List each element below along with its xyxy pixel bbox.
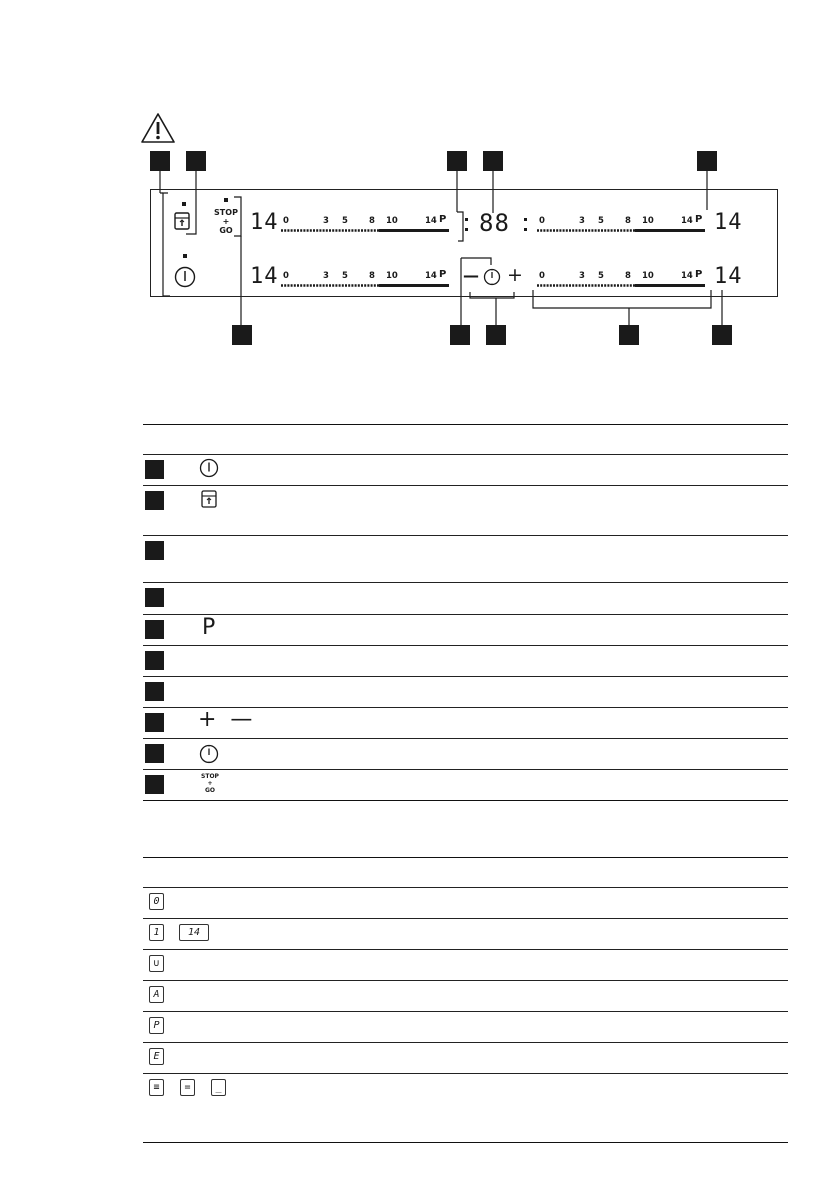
table1-rule <box>143 614 788 615</box>
stop-go-symbol <box>199 773 221 794</box>
plus-label: + <box>222 217 230 226</box>
level-0: 0 <box>283 216 289 226</box>
table-row-marker <box>145 620 164 639</box>
lock-icon <box>201 490 217 508</box>
power-slider-front-left[interactable] <box>279 214 455 234</box>
power-indicator-led <box>183 254 187 258</box>
table-row-marker <box>145 744 164 763</box>
slider-track <box>279 228 455 233</box>
timer-minus-button[interactable]: — <box>463 266 479 285</box>
table1-rule <box>143 582 788 583</box>
power-slider-rear-right[interactable] <box>535 269 711 289</box>
table1-rule <box>143 676 788 677</box>
go-label: GO <box>219 226 233 235</box>
plus-minus-symbol: + — <box>198 707 253 732</box>
level-3: 3 <box>579 216 585 226</box>
stop-label: STOP <box>214 208 238 217</box>
table2-rule <box>143 1042 788 1043</box>
table-row-marker <box>145 491 164 510</box>
zone-display-rear-left: 14 <box>250 264 279 289</box>
power-slider-front-right[interactable] <box>535 214 711 234</box>
table2-rule <box>143 949 788 950</box>
timer-icon[interactable] <box>483 268 501 286</box>
timer-display: 88 <box>479 209 510 237</box>
plus-label: + <box>207 780 213 787</box>
table-row-marker <box>145 588 164 607</box>
level-3: 3 <box>323 216 329 226</box>
leader-lines <box>0 0 840 360</box>
table-row-marker <box>145 775 164 794</box>
timer-plus-button[interactable]: + <box>507 264 523 286</box>
level-10: 10 <box>386 271 398 281</box>
slider-track <box>279 283 455 288</box>
level-10: 10 <box>386 216 398 226</box>
level-10: 10 <box>642 271 654 281</box>
level-0: 0 <box>539 271 545 281</box>
table-row-marker <box>145 713 164 732</box>
zone-display-front-right: 14 <box>714 210 743 235</box>
display-symbol: 14 <box>179 924 209 941</box>
slider-track <box>535 228 711 233</box>
level-5: 5 <box>342 216 348 226</box>
display-symbol: = <box>180 1079 195 1096</box>
level-5: 5 <box>598 216 604 226</box>
table1-rule <box>143 535 788 536</box>
display-symbol: 0 <box>149 893 164 910</box>
on-off-icon <box>199 458 219 478</box>
control-panel <box>150 189 778 297</box>
power-slider-rear-left[interactable] <box>279 269 455 289</box>
table2-header-rule <box>143 887 788 888</box>
level-14: 14 <box>425 271 437 281</box>
table2-rule <box>143 1073 788 1074</box>
display-symbol: ∪ <box>149 955 164 972</box>
display-symbol: A <box>149 986 164 1003</box>
table2-top-rule <box>143 857 788 858</box>
table2-rule <box>143 1011 788 1012</box>
table-row-marker <box>145 651 164 670</box>
table2-bottom-rule <box>143 1142 788 1143</box>
go-label: GO <box>204 787 216 794</box>
table-row-marker <box>145 460 164 479</box>
display-symbol: E <box>149 1048 164 1065</box>
lock-icon[interactable] <box>174 212 190 230</box>
level-0: 0 <box>283 271 289 281</box>
stop-go-indicator-led <box>224 198 228 202</box>
level-8: 8 <box>369 216 375 226</box>
p-symbol: P <box>202 615 216 640</box>
level-p: P <box>695 214 703 225</box>
table1-header-rule <box>143 454 788 455</box>
level-5: 5 <box>342 271 348 281</box>
level-8: 8 <box>625 216 631 226</box>
level-8: 8 <box>625 271 631 281</box>
level-3: 3 <box>323 271 329 281</box>
timer-icon <box>199 744 219 764</box>
level-p: P <box>439 214 447 225</box>
table2-rule <box>143 918 788 919</box>
level-5: 5 <box>598 271 604 281</box>
display-symbol: _ <box>211 1079 226 1096</box>
table1-rule <box>143 738 788 739</box>
timer-colon-right <box>524 218 527 232</box>
table1-bottom-rule <box>143 800 788 801</box>
stop-go-button[interactable] <box>211 208 241 235</box>
table1-top-rule <box>143 424 788 425</box>
level-14: 14 <box>681 271 693 281</box>
level-14: 14 <box>425 216 437 226</box>
table1-rule <box>143 645 788 646</box>
display-symbol: ≡ <box>149 1079 164 1096</box>
stop-label: STOP <box>201 773 219 780</box>
table-row-marker <box>145 541 164 560</box>
zone-display-front-left: 14 <box>250 210 279 235</box>
level-10: 10 <box>642 216 654 226</box>
level-p: P <box>695 269 703 280</box>
table1-rule <box>143 485 788 486</box>
on-off-icon[interactable] <box>174 266 196 288</box>
level-0: 0 <box>539 216 545 226</box>
level-14: 14 <box>681 216 693 226</box>
lock-indicator-led <box>182 202 186 206</box>
table-row-marker <box>145 682 164 701</box>
zone-display-rear-right: 14 <box>714 264 743 289</box>
slider-track <box>535 283 711 288</box>
display-symbol: P <box>149 1017 164 1034</box>
timer-colon-left <box>465 218 468 232</box>
table2-rule <box>143 980 788 981</box>
level-3: 3 <box>579 271 585 281</box>
table1-rule <box>143 769 788 770</box>
display-symbol: 1 <box>149 924 164 941</box>
level-8: 8 <box>369 271 375 281</box>
level-p: P <box>439 269 447 280</box>
